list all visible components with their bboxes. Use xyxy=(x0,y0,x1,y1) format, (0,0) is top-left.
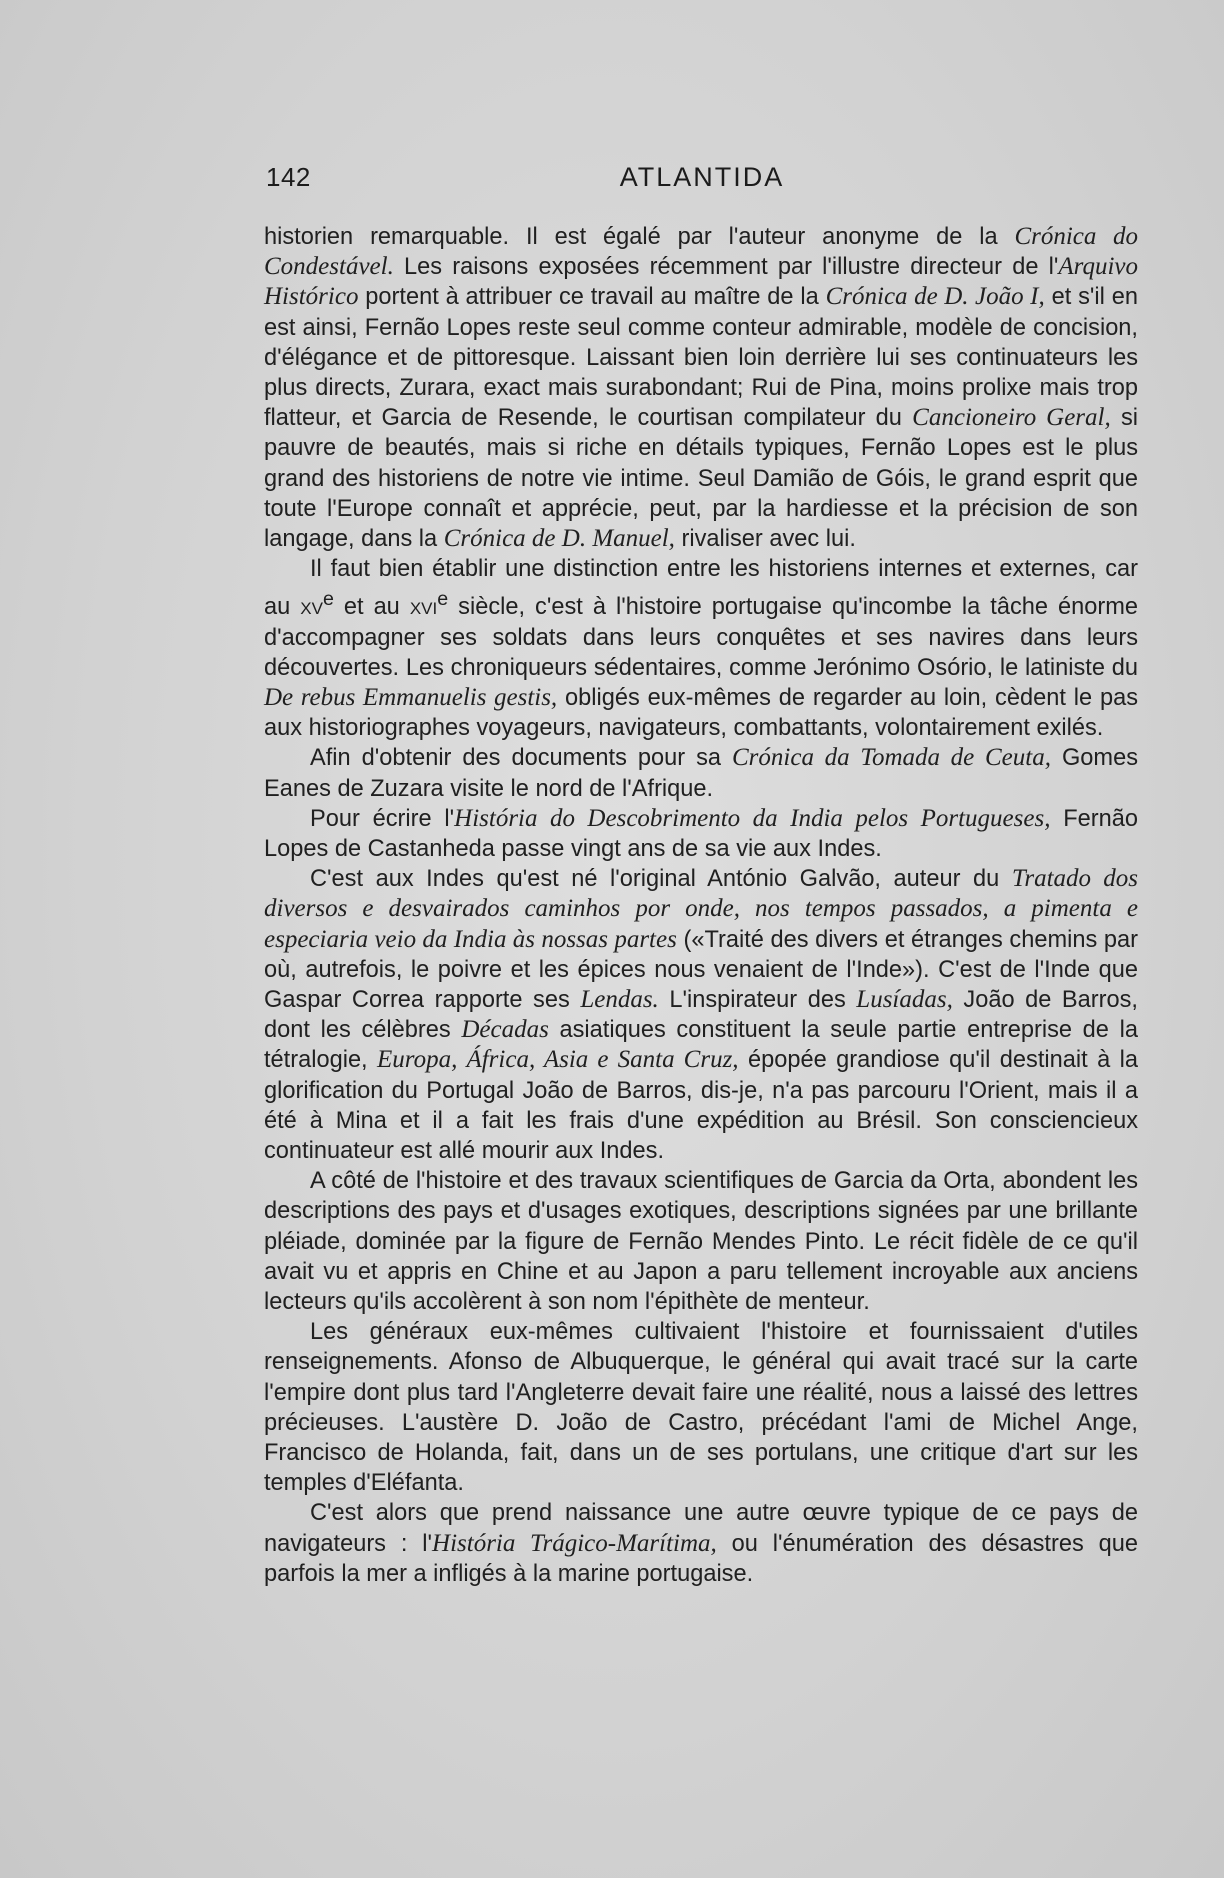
italic-title: Décadas xyxy=(461,1016,549,1044)
text-run: Fernão Lopes de Castanheda passe vingt ans de sa vie aux Indes. xyxy=(264,805,1139,862)
text-run: asiatiques constituent la seule partie entreprise de la tétralogie, xyxy=(264,1017,1138,1074)
italic-title: Europa, África, Asia e Santa Cruz, xyxy=(377,1046,739,1074)
paragraph xyxy=(264,864,1138,1166)
text-run: ou l'énumération des désastres que parfois la mer a infligés à la marine portugaise. xyxy=(264,1530,1139,1587)
text-run: Les raisons exposées récemment par l'illustre directeur de l' xyxy=(393,254,1059,281)
italic-title: Crónica de D. Manuel, xyxy=(443,525,675,553)
paragraph xyxy=(264,743,1138,803)
text-run: siècle, c'est à l'histoire portugaise qu'incombe la tâche énorme d'accompagner ses soldats dans leurs conquêtes et ses navires dans leurs découvertes. Les chroniqueurs sédentaires, comme Jerónimo Osório, le latiniste du xyxy=(264,594,1138,681)
text-run: Pour écrire l' xyxy=(310,805,455,832)
paragraph xyxy=(264,804,1138,864)
italic-title: Tratado dos diversos e desvairados caminhos por onde, nos tempos passados, a pimenta e especiaria veio da India às nossas partes xyxy=(264,865,1138,953)
italic-title: Crónica de D. João I, xyxy=(825,283,1045,311)
text-run: Afin d'obtenir des documents pour sa xyxy=(310,745,732,772)
italic-title: De rebus Emmanuelis gestis, xyxy=(264,683,558,711)
text-run: portent à attribuer ce travail au maître de la xyxy=(358,284,826,311)
paragraph xyxy=(264,1166,1138,1317)
page-header xyxy=(266,162,1138,198)
text-run: et au xyxy=(333,594,410,621)
italic-title: Lusíadas, xyxy=(856,985,953,1013)
text-run: A côté de l'histoire et des travaux scientifiques de Garcia da Orta, abondent les descriptions des pays et d'usages exotiques, descriptions signées par une brillante pléiade, dominée par la figure de Fernão Mendes Pinto. Le récit fidèle de ce qu'il avait vu et appris en Chine et au Japon a paru tellement incroyable aux anciens lecteurs qu'ils accolèrent à son nom l'épithète de menteur. xyxy=(264,1168,1138,1315)
italic-title: História do Descobrimento da India pelos Portugueses, xyxy=(454,804,1051,832)
italic-title: Lendas. xyxy=(580,985,659,1013)
paragraph xyxy=(264,222,1138,554)
text-run: rivaliser avec lui. xyxy=(674,526,856,553)
italic-title: Cancioneiro Geral, xyxy=(912,404,1111,432)
text-run: L'inspirateur des xyxy=(658,986,857,1013)
italic-title: Crónica do Condestável. xyxy=(264,223,1138,281)
text-run: Gomes Eanes de Zuzara visite le nord de l'Afrique. xyxy=(264,745,1138,802)
text-run: João de Barros, dont les célèbres xyxy=(264,986,1138,1044)
italic-title: Arquivo Histórico xyxy=(264,253,1138,311)
century-numeral: xv xyxy=(300,594,323,621)
body-text xyxy=(264,222,1138,1589)
italic-title: História Trágico-Marítima, xyxy=(432,1529,717,1557)
text-run: Les généraux eux-mêmes cultivaient l'histoire et fournissaient d'utiles renseignements. Afonso de Albuquerque, le général qui avait tracé sur la carte l'empire dont plus tard l'Angleterre devait faire une réalité, nous a laissé des lettres précieuses. L'austère D. João de Castro, précédant l'ami de Michel Ange, Francisco de Holanda, fait, dans un de ses portulans, une critique d'art sur les temples d'Eléfanta. xyxy=(264,1319,1138,1497)
text-run: C'est aux Indes qu'est né l'original António Galvão, auteur du xyxy=(310,866,1012,893)
text-run: historien remarquable. Il est égalé par l'auteur anonyme de la xyxy=(264,224,1015,250)
text-run: («Traité des divers et étranges chemins par où, autrefois, le poivre et les épices nous venaient de l'Inde»). C'est de l'Inde que Gaspar Correa rapporte ses xyxy=(264,926,1138,1013)
superscript: e xyxy=(322,588,334,611)
superscript: e xyxy=(437,588,449,611)
paragraph xyxy=(264,1498,1138,1589)
page-number: 142 xyxy=(266,162,311,192)
century-numeral: xvi xyxy=(409,594,438,621)
italic-title: Crónica da Tomada de Ceuta, xyxy=(732,744,1051,772)
paragraph xyxy=(264,554,1138,743)
paragraph xyxy=(264,1317,1138,1498)
text-run: épopée grandiose qu'il destinait à la glorification du Portugal João de Barros, dis-je, n'a pas parcouru l'Orient, mais il a été à Mina et il a fait les frais d'une expédition au Brésil. Son consciencieux continuateur est allé mourir aux Indes. xyxy=(264,1047,1138,1164)
text-run: C'est alors que prend naissance une autre œuvre typique de ce pays de navigateurs : l' xyxy=(264,1500,1138,1557)
text-run: Il faut bien établir une distinction entre les historiens internes et externes, car au xyxy=(264,556,1138,621)
text-run: si pauvre de beautés, mais si riche en détails typiques, Fernão Lopes est le plus grand des historiens de notre vie intime. Seul Damião de Góis, le grand esprit que toute l'Europe connaît et apprécie, peut, par la hardiesse et la précision de son langage, dans la xyxy=(264,405,1139,553)
text-run: obligés eux-mêmes de regarder au loin, cèdent le pas aux historiographes voyageurs, navigateurs, combattants, volontairement exilés. xyxy=(264,684,1138,742)
text-run: et s'il en est ainsi, Fernão Lopes reste seul comme conteur admirable, modèle de concision, d'élégance et de pittoresque. Laissant bien loin derrière lui ses continuateurs les plus directs, Zurara, exact mais surabondant; Rui de Pina, moins prolixe mais trop flatteur, et Garcia de Resende, le courtisan compilateur du xyxy=(264,284,1138,432)
running-head: ATLANTIDA xyxy=(619,162,785,192)
